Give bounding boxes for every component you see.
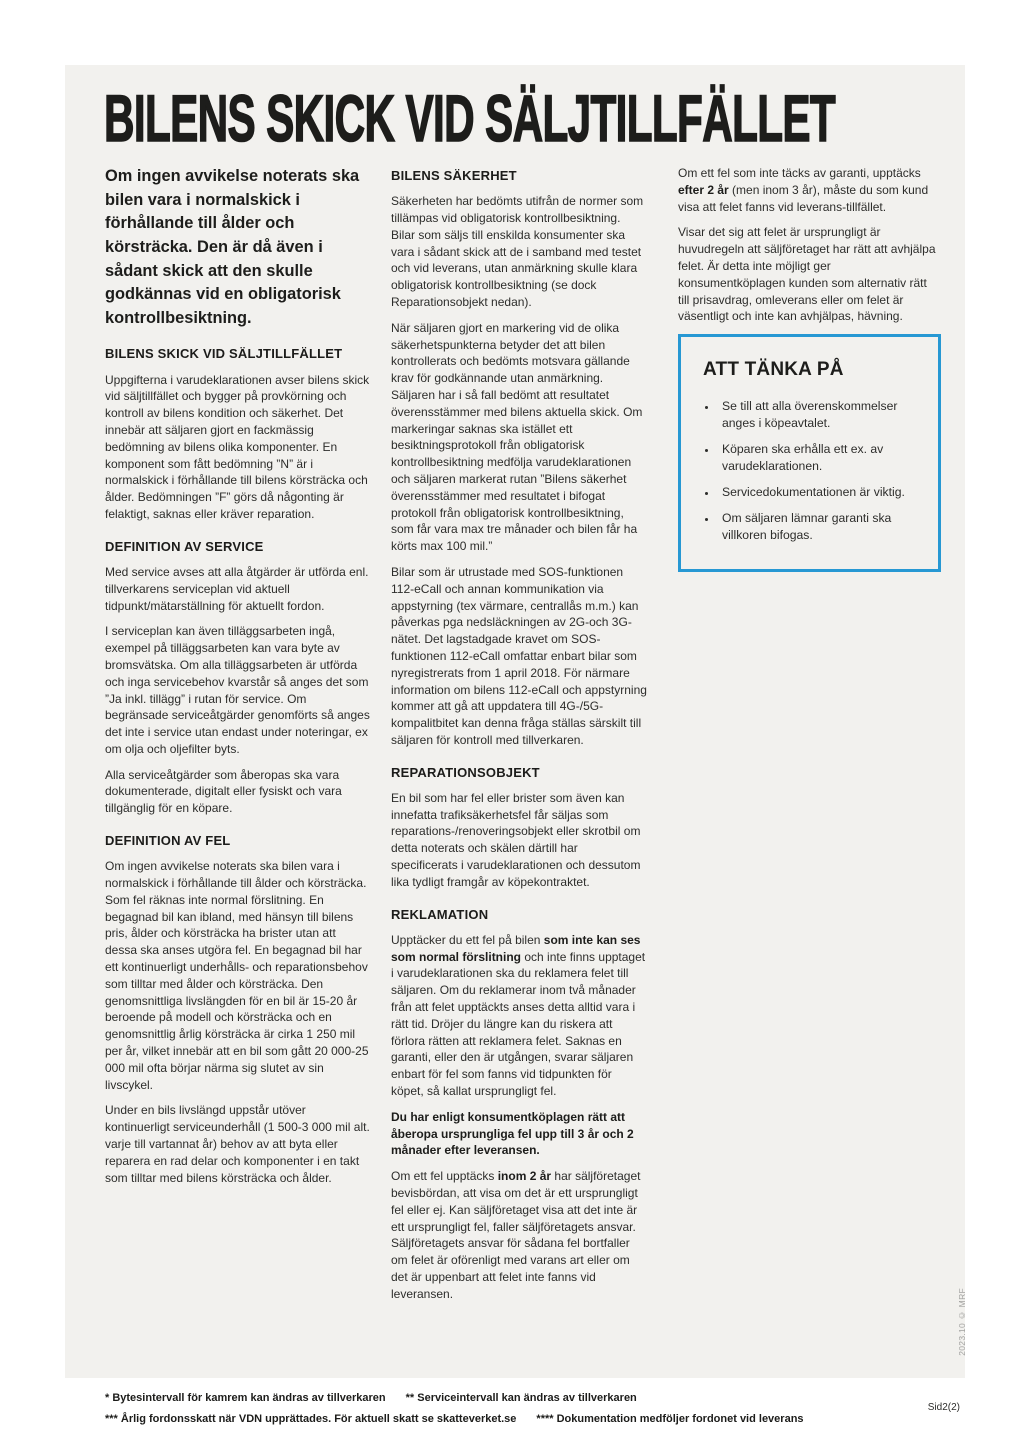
- paragraph: Om ett fel som inte täcks av garanti, upptäcks efter 2 år (men inom 3 år), måste du som kund visa att felet fanns vid leverans-tillfället.: [678, 166, 929, 214]
- att-tanka-pa-box: [678, 334, 941, 572]
- column-3: [678, 165, 941, 572]
- bullet-item: • Servicedokumentationen är viktig.: [717, 484, 918, 501]
- footnote: **** Dokumentation medföljer fordonet vid leverans: [536, 1412, 804, 1425]
- paragraph: I serviceplan kan även tilläggsarbeten ingå, exempel på tilläggsarbeten kan vara byte av bromsvätska. Om alla tilläggsarbeten är utförda och inga servicebehov kvarstår så anges det som ”Ja inkl. tillägg” i rutan för service. Om begränsade serviceåtgärder genomförts så anges det inte i service utan endast under noteringar, ex om olja och oljefilter byts.: [105, 624, 370, 756]
- bullet-item: • Om säljaren lämnar garanti ska villkoren bifogas.: [717, 510, 918, 544]
- section-heading-bilens-sakerhet: BILENS SÄKERHET: [391, 168, 517, 183]
- section-heading-definition-av-service: DEFINITION AV SERVICE: [105, 538, 264, 554]
- page-number: Sid2(2): [927, 1402, 960, 1413]
- paragraph: Du har enligt konsumentköplagen rätt att åberopa ursprungliga fel upp till 3 år och 2 månader efter leveransen.: [391, 1109, 634, 1158]
- section-heading-definition-av-fel: DEFINITION AV FEL: [105, 833, 231, 849]
- paragraph: Bilar som är utrustade med SOS-funktionen 112-eCall och annan kommunikation via appstyrning (tex värmare, centrallås m.m.) kan påverkas pga nedsläckningen av 2G-och 3G-nätet. Det lagstadgade kravet om SOS-funktionen 112-eCall omfattar enbart bilar som nyregistrerats from 1 april 2018. För närmare information om bilens 112-eCall och appstyrning kommer att gå att uppdatera till 4G-/5G-kompalitbitet kan denna fråga ställas särskilt till säljaren för kontroll med tillverkaren.: [391, 564, 647, 747]
- paragraph: När säljaren gjort en markering vid de olika säkerhetspunkterna betyder det att bilen kontrollerats och bedömts motsvara gällande krav för godkännande utan anmärkning. Säljaren har i så fall bedömt att resultatet överensstämmer med bilens aktuella skick. Om markeringar saknas ska istället ett besiktningsprotokoll från obligatorisk kontrollbesiktning medfölja varudeklarationen och säljaren markerat rutan ”Bilens säkerhet överensstämmer med resultatet i bifogat protokoll från obligatorisk kontrollbesiktning, som får vara max tre månader och bilen får ha körts max 100 mil.”: [391, 320, 643, 554]
- section-heading-reparationsobjekt: REPARATIONSOBJEKT: [391, 764, 540, 780]
- section-heading-bilens-skick: BILENS SKICK VID SÄLJTILLFÄLLET: [105, 346, 343, 362]
- edition-note: 2023.10 © MRF: [957, 1288, 967, 1356]
- footnote-line-1: [105, 1388, 865, 1409]
- info-box-title: ATT TÄNKA PÅ: [703, 359, 844, 381]
- paragraph: Visar det sig att felet är ursprungligt är huvudregeln att säljföretaget har rätt att avhjälpa felet. Är detta inte möjligt ger konsumentköplagen kunden som alternativ rätt till prisavdrag, omleverans eller om felet är väsentligt och inte kan avhjälpas, hävning.: [678, 225, 936, 324]
- footnote: ** Serviceintervall kan ändras av tillverkaren: [405, 1392, 637, 1404]
- column-2: [391, 165, 647, 1312]
- lead-paragraph: Om ingen avvikelse noterats ska bilen vara i normalskick i förhållande till ålder och körsträcka. Den är då även i sådant skick att den skulle godkännas vid en obligatorisk kontrollbesiktning.: [105, 167, 360, 327]
- footnote: * Bytesintervall för kamrem kan ändras av tillverkaren: [105, 1392, 386, 1404]
- paragraph: Upptäcker du ett fel på bilen som inte kan ses som normal förslitning och inte finns upptaget i varudeklarationen ska du reklamera felet till säljaren. Om du reklamerar inom två månader från att felet upptäckts anses detta alltid vara i rätt tid. Dröjer du längre kan du riskera att förlora rätten att reklamera felet. Saknas en garanti, eller den är utgången, svarar säljaren enbart för fel som fanns vid tidpunkten för köpet, så kallat ursprungligt fel.: [391, 932, 646, 1099]
- paragraph: Under en bils livslängd uppstår utöver kontinuerligt serviceunderhåll (1 500-3 000 mil alt. varje till vartannat år) behov av att byta eller reparera en rad delar och komponenter i en takt som tilltar med bilens körsträcka och ålder.: [105, 1103, 370, 1185]
- section-heading-reklamation: REKLAMATION: [391, 906, 489, 922]
- paragraph: Uppgifterna i varudeklarationen avser bilens skick vid säljtillfället och bygger på provkörning och kontroll av bilens kondition och säkerhet. Det innebär att säljaren gjort en fackmässig bedömning av bilens olika komponenter. En komponent som fått bedömning ”N” är i normalskick i förhållande till bilens körsträcka och ålder. Bedömningen ”F” görs då någonting är felaktigt, saknas eller kräver reparation.: [105, 372, 370, 521]
- paragraph: En bil som har fel eller brister som även kan innefatta trafiksäkerhetsfel får säljas som reparations-/renoveringsobjekt eller skrotbil om detta noterats och skälen därtill har specificerats i varudeklarationen och dessutom lika tydligt framgår av köpekontraktet.: [391, 790, 641, 889]
- column-1: [105, 165, 371, 1195]
- paragraph: Alla serviceåtgärder som åberopas ska vara dokumenterade, digitalt eller fysiskt och vara tillgänglig för en köpare.: [105, 767, 342, 816]
- info-box-bullet-list: [703, 398, 918, 545]
- paragraph: Med service avses att alla åtgärder är utförda enl. tillverkarens serviceplan vid aktuell tidpunkt/mätarställning för aktuellt fordon.: [105, 564, 369, 613]
- paragraph: Säkerheten har bedömts utifrån de normer som tillämpas vid obligatorisk kontrollbesiktning. Bilar som säljs till enskilda konsumenter ska vara i sådant skick att de i samband med testet och vid leverans, utan anmärkning skulle klara obligatorisk kontrollbesiktning (se dock Reparationsobjekt nedan).: [391, 194, 644, 309]
- footnote-line-2: [105, 1409, 865, 1430]
- page-title: BILENS SKICK VID SÄLJTILLFÄLLET: [104, 81, 836, 155]
- footnote: *** Årlig fordonsskatt när VDN upprättades. För aktuell skatt se skatteverket.se: [105, 1412, 517, 1425]
- footnotes: [105, 1388, 865, 1430]
- bullet-item: • Köparen ska erhålla ett ex. av varudeklarationen.: [717, 441, 918, 475]
- paragraph: Om ett fel upptäcks inom 2 år har säljföretaget bevisbördan, att visa om det är ett ursprungligt fel eller ej. Kan säljföretaget visa att det inte är ett ursprungligt fel, faller säljföretagets ansvar. Säljföretagets ansvar för sådana fel bortfaller om felet är oförenligt med varans art eller om det är uppenbart att felet inte fanns vid leveransen.: [391, 1169, 641, 1301]
- bullet-item: • Se till att alla överenskommelser anges i köpeavtalet.: [717, 398, 918, 432]
- document-sheet: [65, 65, 965, 1378]
- paragraph: Om ingen avvikelse noterats ska bilen vara i normalskick i förhållande till ålder och körsträcka. Som fel räknas inte normal förslitning. En begagnad bil kan ibland, med hänsyn till bilens pris, ålder och körsträcka ha brister utan att dessa ska anses utgöra fel. En begagnad bil har ett kontinuerligt underhålls- och reparationsbehov som tilltar med ålder och körsträcka. Den genomsnittliga livslängden för en bil är 15-20 år beroende på modell och körsträcka och en genomsnittlig årlig körsträcka är cirka 1 250 mil per år, vilket innebär att en bil som gått 20 000-25 000 mil ofta börjar närma sig slutet av sin livscykel.: [105, 859, 369, 1092]
